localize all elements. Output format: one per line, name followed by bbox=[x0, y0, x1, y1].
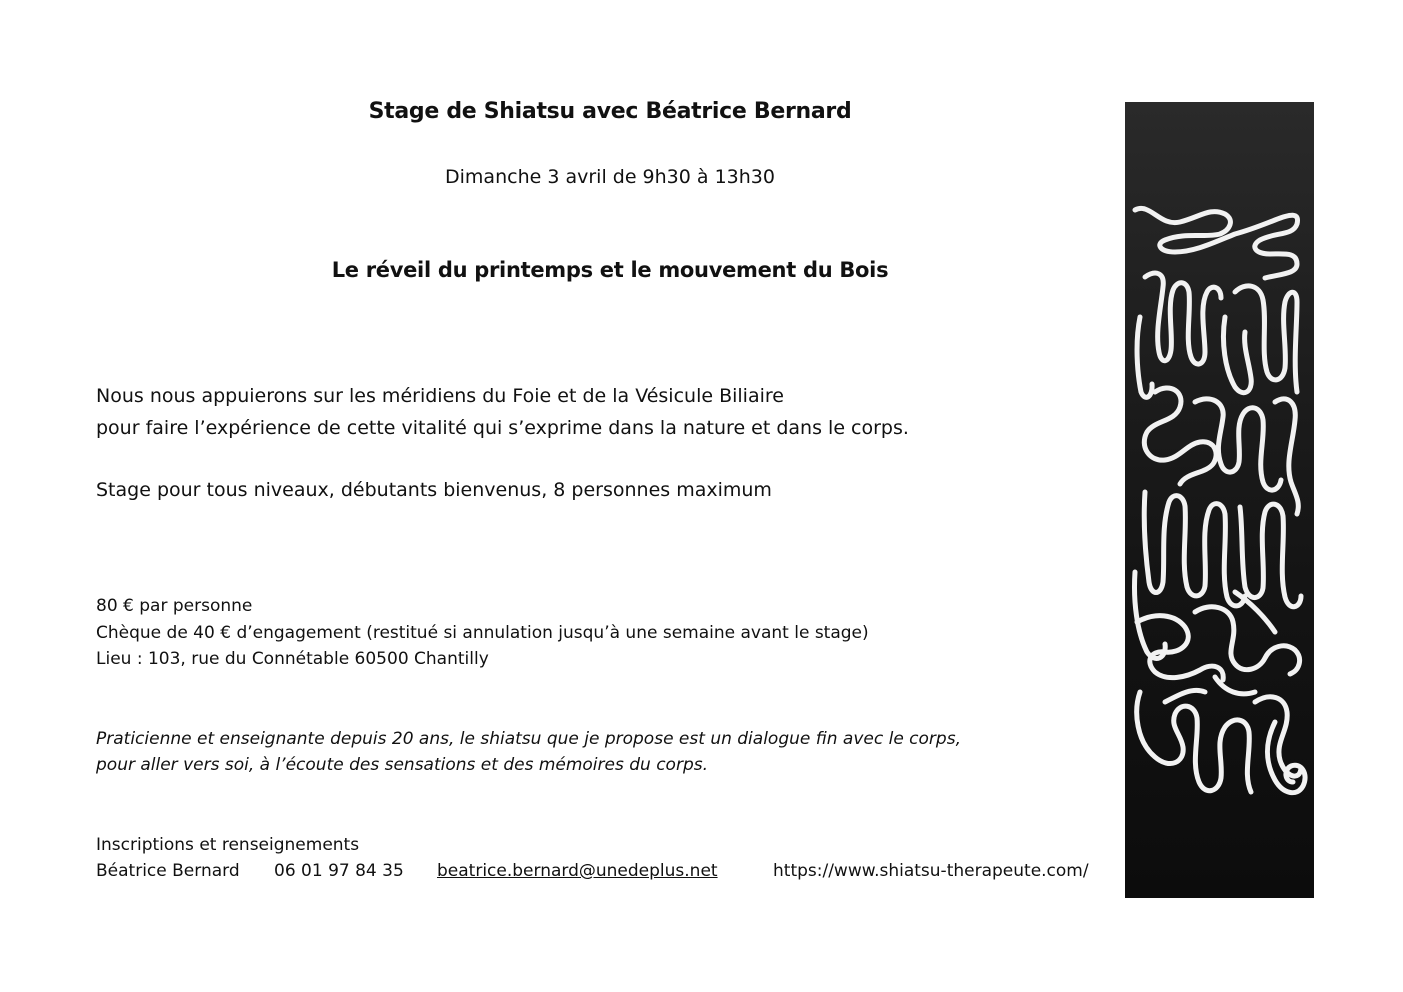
meander-brushwork-icon bbox=[1125, 102, 1314, 898]
location-text: Lieu : 103, rue du Connétable 60500 Chantilly bbox=[96, 649, 489, 669]
meander-artwork-image bbox=[1125, 102, 1314, 898]
contact-website-link[interactable]: https://www.shiatsu-therapeute.com/ bbox=[773, 861, 1089, 881]
bio-line-2: pour aller vers soi, à l’écoute des sensations et des mémoires du corps. bbox=[96, 755, 708, 775]
deposit-text: Chèque de 40 € d’engagement (restitué si annulation jusqu’à une semaine avant le stage) bbox=[96, 623, 869, 643]
contact-phone[interactable]: 06 01 97 84 35 bbox=[274, 861, 404, 881]
contact-email-link[interactable]: beatrice.bernard@unedeplus.net bbox=[437, 861, 718, 881]
event-date: Dimanche 3 avril de 9h30 à 13h30 bbox=[445, 166, 775, 188]
contact-name: Béatrice Bernard bbox=[96, 861, 240, 881]
description-line-2: pour faire l’expérience de cette vitalité qui s’exprime dans la nature et dans le corps. bbox=[96, 417, 909, 439]
event-title: Stage de Shiatsu avec Béatrice Bernard bbox=[368, 99, 852, 124]
audience-text: Stage pour tous niveaux, débutants bienvenus, 8 personnes maximum bbox=[96, 479, 772, 501]
description-line-1: Nous nous appuierons sur les méridiens du Foie et de la Vésicule Biliaire bbox=[96, 385, 784, 407]
contact-heading: Inscriptions et renseignements bbox=[96, 835, 360, 855]
bio-line-1: Praticienne et enseignante depuis 20 ans, le shiatsu que je propose est un dialogue fin avec le corps, bbox=[96, 729, 961, 749]
event-theme: Le réveil du printemps et le mouvement du Bois bbox=[331, 258, 889, 282]
price-text: 80 € par personne bbox=[96, 596, 253, 616]
